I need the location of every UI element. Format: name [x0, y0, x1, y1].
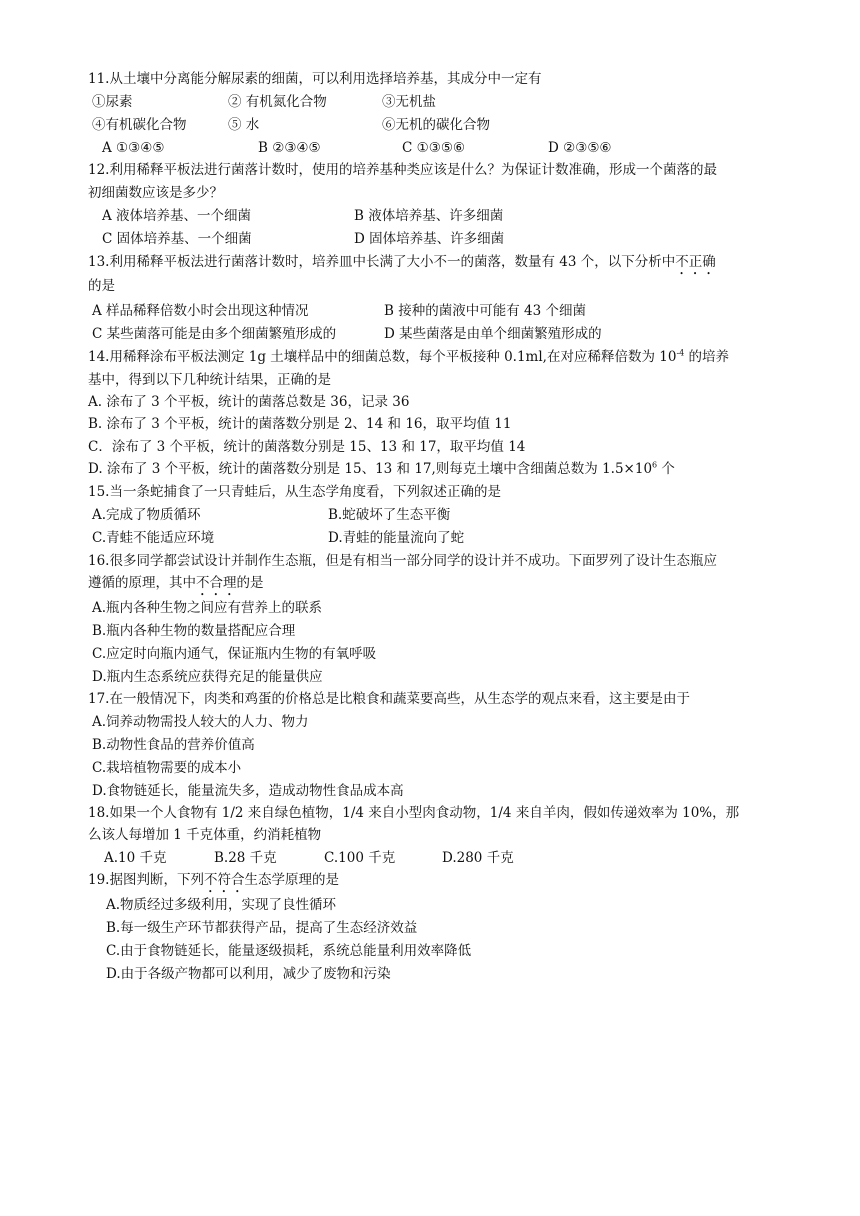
q17-option-b: B.动物性食品的营养价值高 — [92, 737, 255, 753]
q18-stem-line2: 么该人每增加 1 千克体重，约消耗植物 — [88, 827, 322, 843]
q14-stem-tail: 的培养 — [684, 349, 730, 365]
q16-option-a: A.瓶内各种生物之间应有营养上的联系 — [92, 600, 323, 616]
q11-option-b: B ②③④⑤ — [258, 140, 321, 156]
q14-exponent: -4 — [676, 348, 685, 358]
q19-stem — [88, 871, 339, 896]
q14-stem-line1 — [88, 348, 729, 366]
q14-option-a: A. 涂布了 3 个平板，统计的菌落总数是 36，记录 36 — [88, 394, 410, 410]
q18-option-c: C.100 千克 — [324, 850, 396, 866]
q13-option-a: A 样品稀释倍数小时会出现这种情况 — [92, 303, 309, 319]
q12-stem-line2: 初细菌数应该是多少？ — [88, 185, 223, 201]
q16-option-c: C.应定时向瓶内通气，保证瓶内生物的有氧呼吸 — [92, 646, 377, 662]
q16-emphasis: 不合理 — [196, 575, 237, 591]
q15-option-b: B.蛇破坏了生态平衡 — [328, 507, 451, 523]
q19-stem-tail: 生态学原理的是 — [244, 872, 339, 888]
q13-option-d: D 某些菌落是由单个细菌繁殖形成的 — [384, 326, 602, 342]
q11-item-3: ③无机盐 — [382, 94, 436, 110]
q16-stem-line1: 16.很多同学都尝试设计并制作生态瓶，但是有相当一部分同学的设计并不成功。下面罗列了设计生态瓶应 — [88, 553, 717, 569]
q11-item-5: ⑤ 水 — [228, 117, 260, 133]
q12-option-d: D 固体培养基、许多细菌 — [354, 231, 505, 247]
q17-stem: 17.在一般情况下，肉类和鸡蛋的价格总是比粮食和蔬菜要高些，从生态学的观点来看，这主要是由于 — [88, 691, 690, 707]
q17-option-d: D.食物链延长，能量流失多，造成动物性食品成本高 — [92, 783, 404, 799]
q16-stem-line2 — [88, 574, 264, 599]
q16-option-b: B.瓶内各种生物的数量搭配应合理 — [92, 623, 296, 639]
q12-stem-line1: 12.利用稀释平板法进行菌落计数时，使用的培养基种类应该是什么？为保证计数准确，形成一个菌落的最 — [88, 162, 717, 178]
q11-item-6: ⑥无机的碳化合物 — [382, 117, 490, 133]
q12-option-c: C 固体培养基、一个细菌 — [102, 231, 252, 247]
q13-option-b: B 接种的菌液中可能有 43 个细菌 — [384, 303, 586, 319]
q13-emphasis: 不正确 — [675, 254, 716, 270]
q19-stem-text: 19.据图判断，下列 — [88, 872, 204, 888]
q15-option-c: C.青蛙不能适应环境 — [92, 530, 215, 546]
q14-option-d-text: D. 涂布了 3 个平板，统计的菌落数分别是 15、13 和 17,则每克土壤中含细菌总数为 1.5×10 — [88, 461, 653, 477]
q18-option-a: A.10 千克 — [104, 850, 167, 866]
q14-option-d-tail: 个 — [657, 461, 675, 477]
q15-stem: 15.当一条蛇捕食了一只青蛙后，从生态学角度看，下列叙述正确的是 — [88, 484, 501, 500]
q14-stem-line2: 基中，得到以下几种统计结果，正确的是 — [88, 372, 331, 388]
q14-option-d-exponent: 6 — [652, 460, 658, 470]
q16-option-d: D.瓶内生态系统应获得充足的能量供应 — [92, 669, 323, 685]
q13-stem-text: 13.利用稀释平板法进行菌落计数时，培养皿中长满了大小不一的菌落，数量有 43 个，以下分析中 — [88, 254, 676, 270]
q11-option-d: D ②③⑤⑥ — [548, 140, 612, 156]
q11-option-a: A ①③④⑤ — [102, 140, 165, 156]
q13-option-c: C 某些菌落可能是由多个细菌繁殖形成的 — [92, 326, 337, 342]
q19-option-d: D.由于各级产物都可以利用，减少了废物和污染 — [106, 966, 391, 982]
q14-option-c: C．涂布了 3 个平板，统计的菌落数分别是 15、13 和 17，取平均值 14 — [88, 439, 526, 455]
q17-option-c: C.栽培植物需要的成本小 — [92, 760, 242, 776]
q19-option-b: B.每一级生产环节都获得产品，提高了生态经济效益 — [106, 920, 418, 936]
q13-stem-line1 — [88, 253, 716, 278]
q19-emphasis: 不符合 — [203, 872, 245, 888]
q14-stem-text: 14.用稀释涂布平板法测定 1g 土壤样品中的细菌总数，每个平板接种 0.1ml,在对应稀释倍数为 10 — [88, 349, 677, 365]
q16-stem-text: 遵循的原理，其中 — [88, 575, 196, 591]
q15-option-a: A.完成了物质循环 — [92, 507, 201, 523]
q11-stem: 11.从土壤中分离能分解尿素的细菌，可以利用选择培养基，其成分中一定有 — [88, 71, 542, 87]
q11-item-1: ①尿素 — [92, 94, 133, 110]
q17-option-a: A.饲养动物需投人较大的人力、物力 — [92, 714, 309, 730]
q12-option-a: A 液体培养基、一个细菌 — [102, 208, 252, 224]
q12-option-b: B 液体培养基、许多细菌 — [354, 208, 504, 224]
q11-item-2: ② 有机氮化合物 — [228, 94, 327, 110]
q15-option-d: D.青蛙的能量流向了蛇 — [328, 530, 465, 546]
q19-option-a: A.物质经过多级利用，实现了良性循环 — [106, 897, 337, 913]
q18-stem-line1: 18.如果一个人食物有 1/2 来自绿色植物，1/4 来自小型肉食动物，1/4 来自羊肉，假如传递效率为 10%，那 — [88, 805, 740, 821]
q19-option-c: C.由于食物链延长，能量逐级损耗，系统总能量利用效率降低 — [106, 943, 472, 959]
q14-option-b: B. 涂布了 3 个平板，统计的菌落数分别是 2、14 和 16，取平均值 11 — [88, 416, 512, 432]
q18-option-b: B.28 千克 — [214, 850, 277, 866]
q14-option-d — [88, 460, 675, 478]
q18-option-d: D.280 千克 — [442, 850, 514, 866]
q11-option-c: C ①③⑤⑥ — [402, 140, 466, 156]
q13-stem-line2: 的是 — [88, 278, 115, 294]
q11-item-4: ④有机碳化合物 — [92, 117, 187, 133]
q16-stem-tail: 的是 — [236, 575, 264, 591]
